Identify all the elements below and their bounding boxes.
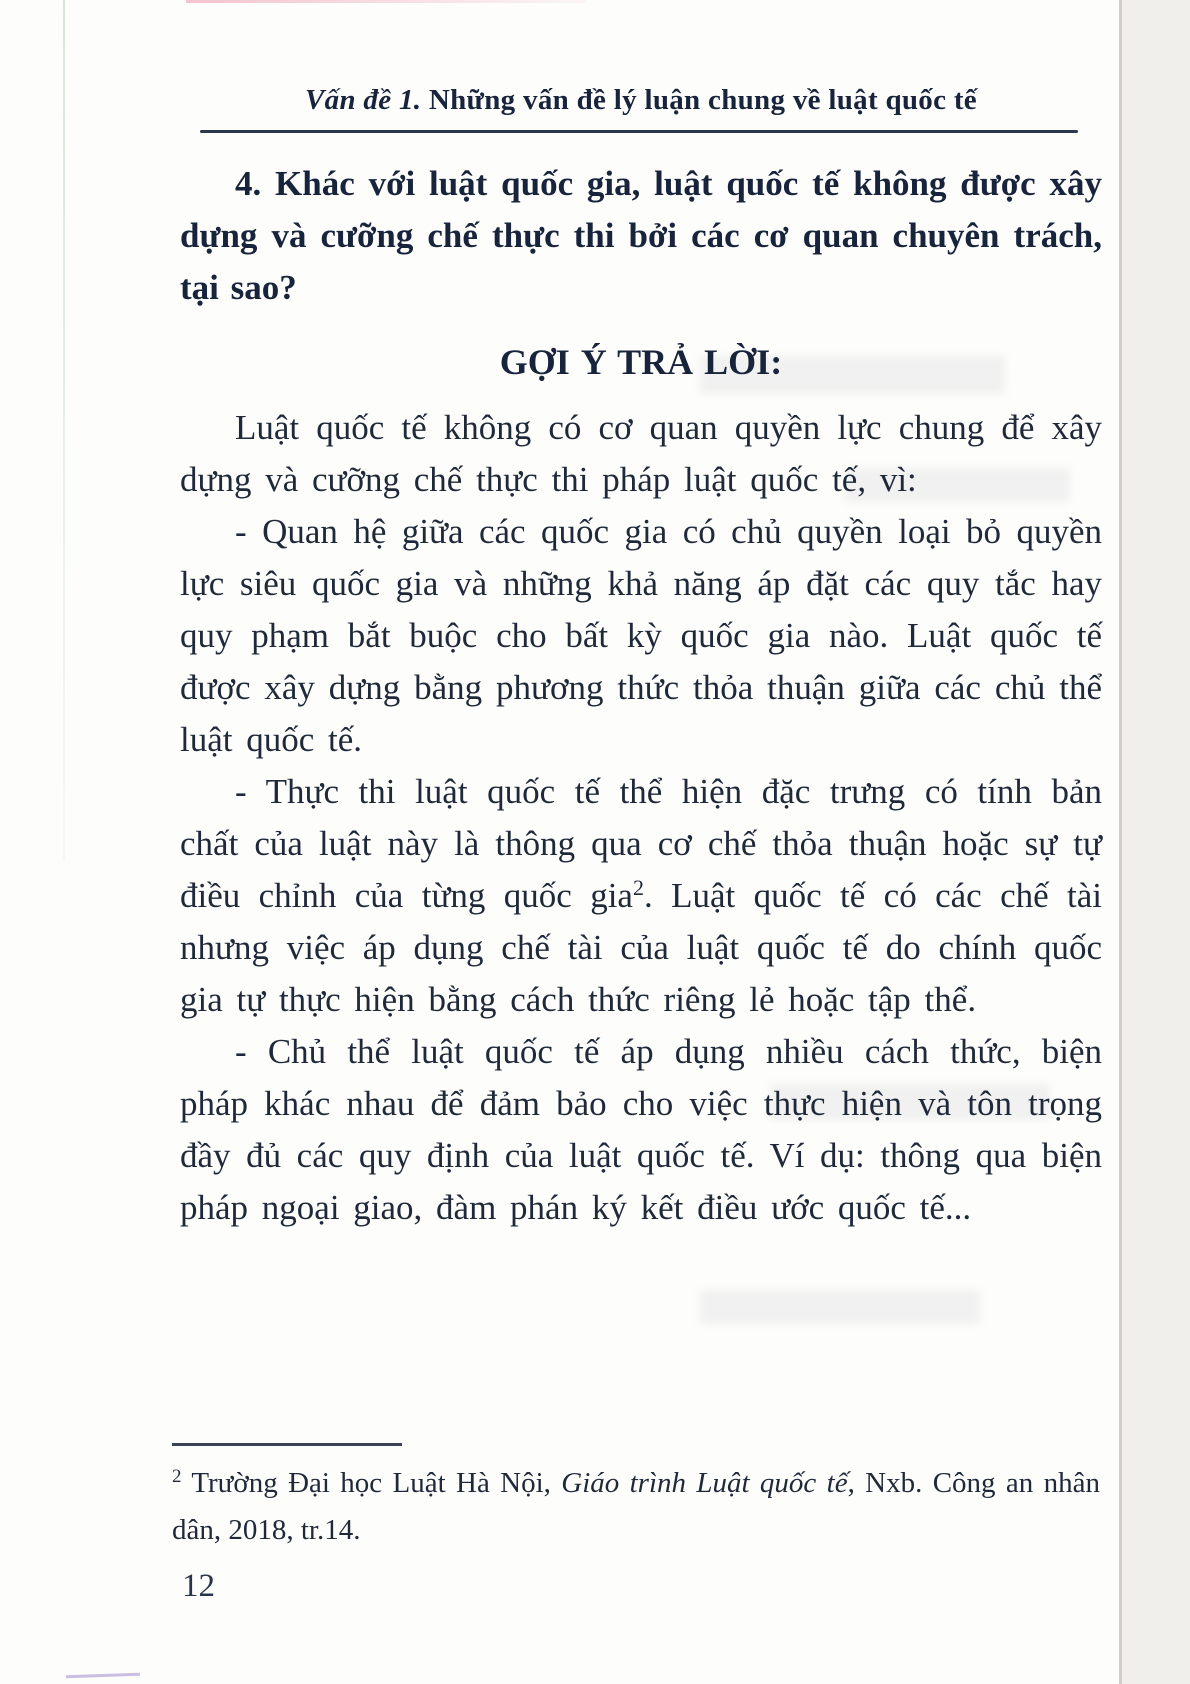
page-number: 12 [182, 1568, 215, 1604]
question-heading: 4. Khác với luật quốc gia, luật quốc tế không được xây dựng và cưỡng chế thực thi bởi các cơ quan chuyên trách, tại sao? [180, 164, 1102, 307]
footnote-text: , Nxb. Công an nhân dân, 2018, tr.14. [172, 1467, 1101, 1546]
answer-paragraph: - Quan hệ giữa các quốc gia có chủ quyền loại bỏ quyền lực siêu quốc gia và những khả năng áp đặt các quy tắc hay quy phạm bắt buộc cho bất kỳ quốc gia nào. Luật quốc tế được xây dựng bằng phương thức thỏa thuận giữa các chủ thể luật quốc tế. [180, 512, 1102, 759]
footnote-text: Trường Đại học Luật Hà Nội, [191, 1467, 562, 1499]
scan-artifact-showthrough [700, 1290, 980, 1324]
footnote-rule [172, 1443, 402, 1446]
scan-artifact-left-edge [63, 0, 65, 860]
footnote [172, 1460, 1100, 1554]
footnote-reference: 2 [632, 875, 644, 900]
paragraph-text: - Thực thi luật quốc tế thể hiện đặc trưng có tính bản chất của luật này là thông qua cơ chế thỏa thuận hoặc sự tự điều chỉnh của từng quốc gia [180, 772, 1102, 915]
running-header-section-label: Vấn đề 1. [305, 84, 422, 116]
running-header-section-title: Những vấn đề lý luận chung về luật quốc tế [428, 84, 977, 116]
paragraph-text: . Luật quốc tế có các chế tài nhưng việc áp dụng chế tài của luật quốc tế do chính quốc gia tự thực hiện bằng cách thức riêng lẻ hoặc tập thể. [180, 876, 1102, 1019]
answer-paragraph: - Chủ thể luật quốc tế áp dụng nhiều cách thức, biện pháp khác nhau để đảm bảo cho việc thực hiện và tôn trọng đầy đủ các quy định của luật quốc tế. Ví dụ: thông qua biện pháp ngoại giao, đàm phán ký kết điều ước quốc tế... [180, 1032, 1102, 1227]
page-body [180, 158, 1102, 1234]
answer-paragraph: Luật quốc tế không có cơ quan quyền lực chung để xây dựng và cưỡng chế thực thi pháp luật quốc tế, vì: [180, 408, 1102, 499]
footnote-marker: 2 [172, 1466, 182, 1487]
running-header [180, 84, 1102, 117]
scan-artifact-bottom-edge [66, 1673, 140, 1679]
scan-artifact-top-edge [186, 0, 586, 3]
answer-paragraph [180, 766, 1102, 1026]
header-rule [200, 130, 1078, 133]
answer-section-heading: GỢI Ý TRẢ LỜI: [499, 342, 783, 382]
footnote-book-title: Giáo trình Luật quốc tế [561, 1467, 848, 1499]
